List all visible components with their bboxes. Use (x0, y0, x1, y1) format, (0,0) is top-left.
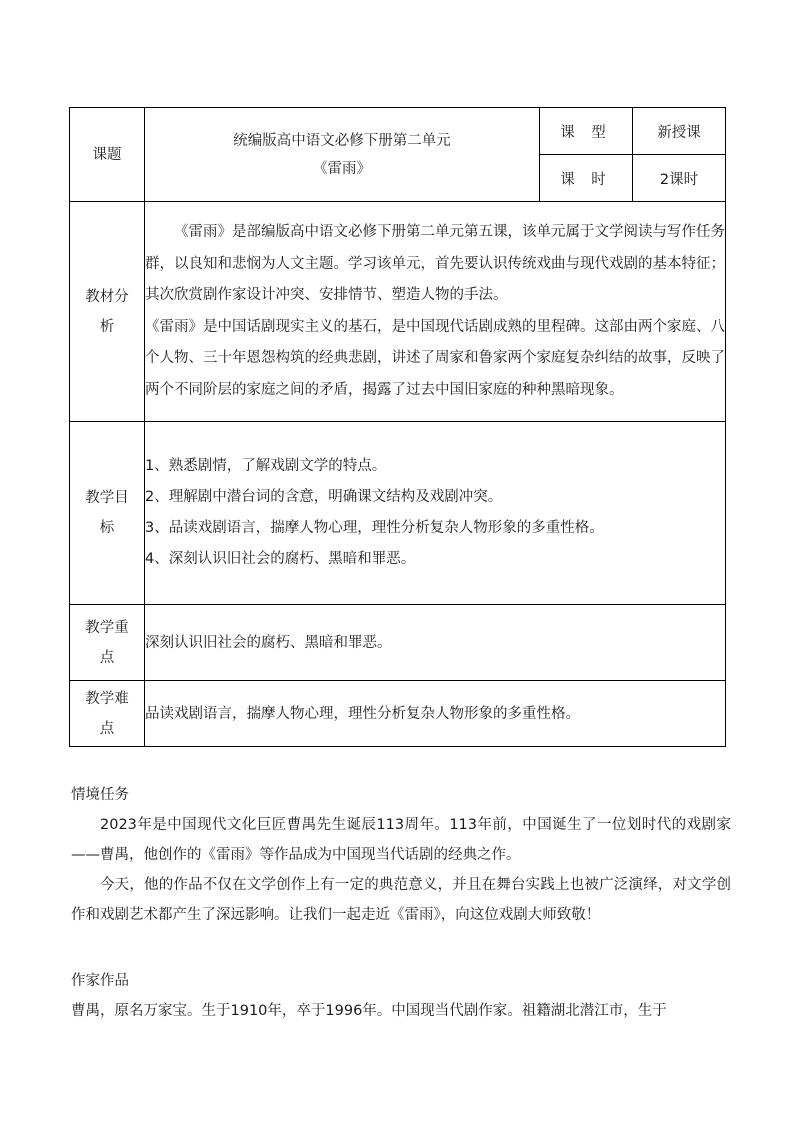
lesson-type-label: 课 型 (540, 108, 633, 155)
author-works-section (71, 966, 731, 1026)
teaching-goals-list (145, 422, 726, 605)
teaching-focus-value: 深刻认识旧社会的腐朽、黑暗和罪恶。 (145, 605, 726, 681)
teaching-goals-label: 教学目 标 (70, 422, 145, 605)
material-analysis-text (145, 202, 726, 422)
topic-label: 课题 (70, 108, 145, 202)
goal-item: 4、深刻认识旧社会的腐朽、黑暗和罪恶。 (145, 551, 416, 567)
class-hours-label: 课 时 (540, 155, 633, 202)
analysis-paragraph-2: 《雷雨》是中国话剧现实主义的基石，是中国现代话剧成熟的里程碑。这部由两个家庭、八个人物、三十年恩怨构筑的经典悲剧，讲述了周家和鲁家两个家庭复杂纠结的故事，反映了两个不同阶层的家庭之间的矛盾，揭露了过去中国旧家庭的种种黑暗现象。 (145, 318, 725, 398)
teaching-focus-label: 教学重 点 (70, 605, 145, 681)
lesson-plan-table (69, 107, 726, 747)
scenario-task-section (71, 780, 731, 930)
goal-item: 1、熟悉剧情，了解戏剧文学的特点。 (145, 458, 387, 474)
topic-line-1: 统编版高中语文必修下册第二单元 (233, 132, 451, 149)
goal-item: 2、理解剧中潜台词的含意，明确课文结构及戏剧冲突。 (145, 489, 503, 505)
lesson-type-value: 新授课 (633, 108, 726, 155)
author-works-heading: 作家作品 (71, 973, 129, 989)
topic-line-2: 《雷雨》 (313, 160, 371, 177)
teaching-difficulty-value: 品读戏剧语言，揣摩人物心理，理性分析复杂人物形象的多重性格。 (145, 681, 726, 747)
scenario-task-paragraph-1: 2023年是中国现代文化巨匠曹禺先生诞辰113周年。113年前，中国诞生了一位划时代的戏剧家——曹禺，他创作的《雷雨》等作品成为中国现当代话剧的经典之作。 (71, 817, 731, 863)
class-hours-value: 2课时 (633, 155, 726, 202)
analysis-paragraph-1: 《雷雨》是部编版高中语文必修下册第二单元第五课，该单元属于文学阅读与写作任务群，以良知和悲悯为人文主题。学习该单元，首先要认识传统戏曲与现代戏剧的基本特征；其次欣赏剧作家设计冲突、安排情节、塑造人物的手法。 (145, 224, 725, 303)
topic-value (145, 108, 540, 202)
teaching-difficulty-label: 教学难 点 (70, 681, 145, 747)
author-works-paragraph-1: 曹禺，原名万家宝。生于1910年，卒于1996年。中国现当代剧作家。祖籍湖北潜江市，生于 (71, 1003, 667, 1019)
material-analysis-label: 教材分 析 (70, 202, 145, 422)
scenario-task-paragraph-2: 今天，他的作品不仅在文学创作上有一定的典范意义，并且在舞台实践上也被广泛演绎，对文学创作和戏剧艺术都产生了深远影响。让我们一起走近《雷雨》，向这位戏剧大师致敬！ (71, 877, 731, 923)
goal-item: 3、品读戏剧语言，揣摩人物心理，理性分析复杂人物形象的多重性格。 (145, 520, 604, 536)
scenario-task-heading: 情境任务 (71, 787, 129, 803)
